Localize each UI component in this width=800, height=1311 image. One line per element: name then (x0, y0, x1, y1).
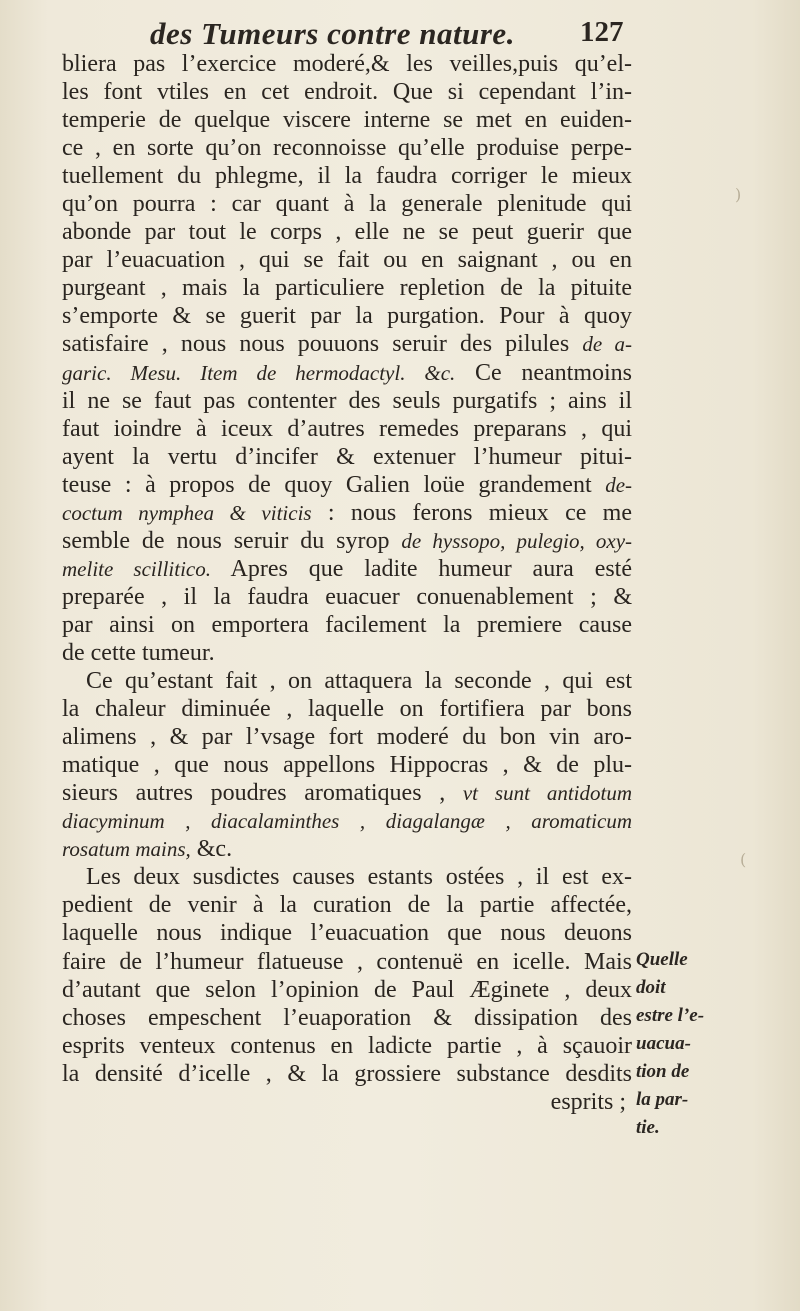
roman-text: Ce qu’estant fait , on attaquera la seconde , qui est (86, 668, 632, 695)
roman-text: ayent la vertu d’incifer & extenuer l’humeur pitui- (62, 443, 632, 470)
roman-text: abonde par tout le corps , elle ne se peut guerir que (62, 219, 632, 246)
roman-text: par l’euacuation , qui se fait ou en saignant , ou en (62, 247, 632, 274)
margin-note-line: la par- (636, 1089, 689, 1111)
roman-text: par ainsi on emportera facilement la premiere cause (62, 611, 632, 638)
margin-note-line: uacua- (636, 1033, 691, 1055)
italic-text: coctum nymphea & viticis (62, 500, 312, 525)
text-line (62, 302, 632, 330)
roman-text: les font vtiles en cet endroit. Que si cependant l’in- (62, 79, 632, 106)
text-line (62, 611, 632, 639)
roman-text: pedient de venir à la curation de la partie affectée, (62, 892, 632, 919)
running-title: des Tumeurs contre nature. (150, 16, 515, 51)
roman-text: preparée , il la faudra euacuer conuenablement ; & (62, 583, 632, 610)
roman-text: choses empeschent l’euaporation & dissipation des (62, 1004, 632, 1031)
text-line (62, 162, 632, 190)
text-line (62, 471, 632, 499)
margin-note-line: Quelle (636, 949, 688, 970)
roman-text: s’emporte & se guerit par la purgation. Pour à quoy (62, 303, 632, 330)
text-line (62, 723, 632, 751)
roman-text: ce , en sorte qu’on reconnoisse qu’elle produise perpe- (62, 135, 632, 162)
italic-text: rosatum mains, (62, 837, 191, 862)
text-line (62, 1032, 632, 1060)
text-line (62, 863, 632, 891)
text-line (62, 1004, 632, 1032)
text-line (62, 695, 632, 723)
margin-note-line: doit (636, 977, 666, 999)
text-line (62, 948, 632, 976)
roman-text: satisfaire , nous nous pouuons seruir des pilules (62, 331, 570, 358)
text-line (62, 779, 632, 807)
text-line (62, 78, 632, 106)
text-line (62, 667, 632, 695)
text-line (62, 134, 632, 162)
text-line (62, 443, 632, 471)
page-header (0, 12, 800, 52)
text-line (62, 415, 632, 443)
text-line (62, 751, 632, 779)
margin-note-line: tion de (636, 1061, 690, 1083)
text-line (62, 1060, 632, 1088)
text-line (62, 976, 632, 1004)
roman-text: esprits venteux contenus en ladicte partie , à sçauoir (62, 1032, 632, 1059)
roman-text: tuellement du phlegme, il la faudra corriger le mieux (62, 163, 632, 190)
roman-text: sieurs autres poudres aromatiques , (62, 780, 446, 807)
roman-text: de cette tumeur. (62, 639, 215, 666)
roman-text: il ne se faut pas contenter des seuls purgatifs ; ains il (62, 387, 632, 414)
text-line (62, 218, 632, 246)
edge-mark: ( (740, 850, 747, 869)
roman-text: esprits ; (550, 1088, 626, 1115)
roman-text: qu’on pourra : car quant à la generale plenitude qui (62, 191, 632, 218)
italic-text: melite scillitico. (62, 556, 211, 581)
italic-text: de hyssopo, pulegio, oxy- (401, 528, 633, 553)
text-line (62, 639, 632, 667)
margin-note (636, 946, 716, 1142)
text-line (62, 527, 632, 555)
roman-text: alimens , & par l’vsage fort moderé du bon vin aro- (62, 724, 632, 751)
roman-text: semble de nous seruir du syrop (62, 527, 390, 554)
roman-text: temperie de quelque viscere interne se met en euiden- (62, 107, 632, 134)
text-line (62, 919, 632, 947)
roman-text: d’autant que selon l’opinion de Paul Æginete , deux (62, 976, 632, 1003)
roman-text: &c. (190, 836, 233, 863)
roman-text: Ce neantmoins (455, 359, 632, 386)
text-line (62, 190, 632, 218)
roman-text: matique , que nous appellons Hippocras , & de plu- (62, 752, 632, 779)
body-text (62, 50, 632, 1116)
page-number: 127 (580, 16, 624, 48)
italic-text: de- (605, 472, 633, 497)
roman-text: : nous ferons mieux ce me (311, 499, 632, 526)
text-line (62, 1088, 632, 1116)
roman-text: faire de l’humeur flatueuse , contenuë en icelle. Mais (62, 948, 632, 975)
roman-text: laquelle nous indique l’euacuation que nous deuons (62, 920, 632, 947)
text-line (62, 835, 632, 863)
text-line (62, 274, 632, 302)
roman-text: la chaleur diminuée , laquelle on fortifiera par bons (62, 696, 632, 723)
roman-text: bliera pas l’exercice moderé,& les veilles,puis qu’el- (62, 51, 632, 77)
margin-note-line: estre l’e- (636, 1005, 705, 1027)
roman-text: Apres que ladite humeur aura esté (211, 555, 633, 582)
margin-note-line: tie. (636, 1117, 660, 1139)
text-line (62, 330, 632, 358)
roman-text: faut ioindre à iceux d’autres remedes preparans , qui (62, 415, 632, 442)
roman-text: la densité d’icelle , & la grossiere substance desdits (62, 1060, 632, 1087)
roman-text: purgeant , mais la particuliere repletion de la pituite (62, 275, 632, 302)
text-line (62, 106, 632, 134)
text-line (62, 807, 632, 835)
italic-text: garic. Mesu. Item de hermodactyl. &c. (62, 360, 456, 385)
text-line (62, 50, 632, 78)
text-line (62, 583, 632, 611)
text-line (62, 246, 632, 274)
text-line (62, 891, 632, 919)
text-line (62, 555, 632, 583)
italic-text: vt sunt antidotum (462, 781, 632, 806)
roman-text: teuse : à propos de quoy Galien loüe grandement (62, 471, 592, 498)
italic-text: diacyminum , diacalaminthes , diagalangæ , aromaticum (62, 809, 632, 834)
text-line (62, 359, 632, 387)
edge-mark: ) (735, 185, 742, 204)
italic-text: de a- (582, 332, 633, 357)
text-line (62, 387, 632, 415)
roman-text: Les deux susdictes causes estants ostées , il est ex- (86, 864, 632, 891)
text-line (62, 499, 632, 527)
